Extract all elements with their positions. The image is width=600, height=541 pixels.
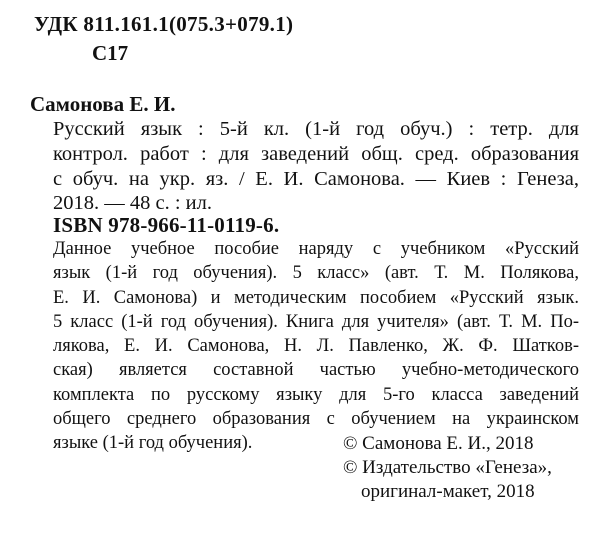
udk-code: УДК 811.161.1(075.3+079.1) [34,12,294,36]
description-line: контрол. работ : для заведений общ. сред. образования [53,142,579,165]
bibliographic-description [53,117,579,216]
description-line: 2018. — 48 с. : ил. [53,192,212,215]
cutter-code: С17 [92,41,129,65]
author-heading: Самонова Е. И. [30,92,176,116]
abstract-line: языке (1-й год обучения). [53,433,253,454]
abstract-line: 5 класс (1-й год обучения). Книга для учителя» (авт. Т. М. По- [53,311,579,332]
abstract-line: комплекта по русскому языку для 5-го класса заведений [53,384,579,405]
description-line: с обуч. на укр. яз. / Е. И. Самонова. — Киев : Генеза, [53,167,579,190]
abstract-line: общего среднего образования с обучением на украинском [53,409,579,430]
abstract-line: Е. И. Самонова) и методическим пособием «Русский язык. [53,287,579,308]
copyright-layout: оригинал-макет, 2018 [361,481,535,502]
isbn: ISBN 978-966-11-0119-6. [53,213,280,237]
abstract-line: язык (1-й год обучения). 5 класс» (авт. Т. М. Полякова, [53,263,579,284]
copyright-publisher: © Издательство «Генеза», [343,457,552,478]
description-line: Русский язык : 5-й кл. (1-й год обуч.) : тетр. для [53,118,579,140]
abstract-line: лякова, Е. И. Самонова, Н. Л. Павленко, Ж. Ф. Шатков- [53,336,579,357]
abstract-line: ская) является составной частью учебно-методического [53,360,579,381]
copyright-author: © Самонова Е. И., 2018 [343,433,534,454]
abstract [53,237,579,456]
abstract-line: Данное учебное пособие наряду с учебником «Русский [53,239,579,259]
